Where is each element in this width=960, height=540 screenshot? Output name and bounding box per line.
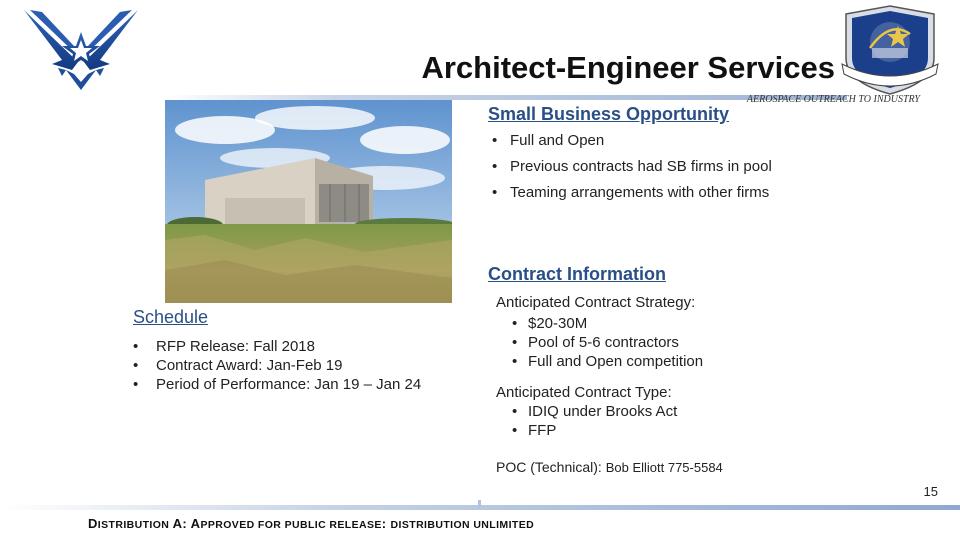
list-item: • Previous contracts had SB firms in pool [492,158,772,175]
hangar-photo [165,100,452,303]
strategy-item: • $20-30M [512,315,588,332]
air-force-logo [22,4,140,94]
distribution-statement: DISTRIBUTION A: APPROVED FOR PUBLIC RELEASE: DISTRIBUTION UNLIMITED [88,516,535,531]
small-business-heading: Small Business Opportunity [488,104,730,124]
poc-line: POC (Technical): Bob Elliott 775-5584 [496,459,723,475]
schedule-heading: Schedule [133,307,209,327]
contract-information-heading: Contract Information [488,264,666,284]
strategy-item: • Full and Open competition [512,353,704,370]
list-item: • Contract Award: Jan-Feb 19 [133,357,343,374]
page-title: Architect-Engineer Services [421,50,835,85]
strategy-label: Anticipated Contract Strategy: [496,294,696,311]
list-item: • Teaming arrangements with other firms [492,184,770,201]
type-item: • IDIQ under Brooks Act [512,403,678,420]
list-item: • RFP Release: Fall 2018 [133,338,315,355]
list-item: • Full and Open [492,132,605,149]
strategy-item: • Pool of 5-6 contractors [512,334,679,351]
footer-divider-tick [478,500,481,508]
type-label: Anticipated Contract Type: [496,384,672,401]
type-item: • FFP [512,422,557,439]
outreach-tagline: AEROSPACE OUTREACH TO INDUSTRY [746,94,920,105]
poc-contact: Bob Elliott 775-5584 [605,460,723,475]
list-item: • Period of Performance: Jan 19 – Jan 24 [133,376,422,393]
civil-engineer-group-seal [838,4,942,96]
page-number: 15 [923,484,938,499]
